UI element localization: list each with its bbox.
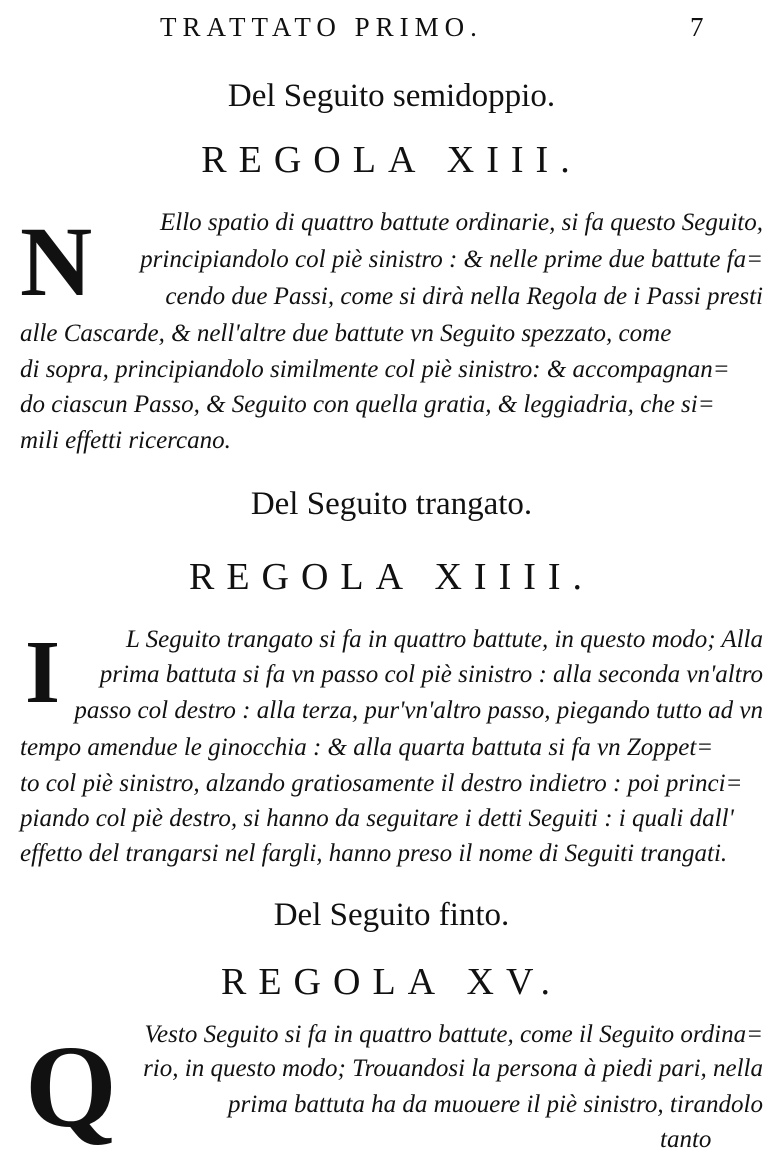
text-line: rio, in questo modo; Trouandosi la persona à piedi pari, nella [143, 1055, 763, 1082]
text-line: di sopra, principiandolo similmente col piè sinistro: & accompagnan= [20, 356, 730, 383]
text-line: prima battuta si fa vn passo col piè sinistro : alla seconda vn'altro [99, 661, 763, 688]
text-line: tempo amendue le ginocchia : & alla quarta battuta si fa vn Zoppet= [20, 734, 714, 761]
rule-heading: REGOLA XV. [221, 961, 562, 1003]
text-line: alle Cascarde, & nell'altre due battute vn Seguito spezzato, come [20, 320, 672, 347]
text-line: principiandolo col piè sinistro : & nelle prime due battute fa= [140, 246, 763, 273]
section-subtitle: Del Seguito finto. [273, 897, 510, 933]
text-line: effetto del trangarsi nel fargli, hanno preso il nome di Seguiti trangati. [20, 840, 728, 867]
page-number: 7 [690, 12, 704, 42]
section-subtitle: Del Seguito semidoppio. [227, 78, 556, 114]
text-line: L Seguito trangato si fa in quattro battute, in questo modo; Alla [125, 626, 763, 653]
drop-cap: I [25, 623, 61, 722]
text-line: cendo due Passi, come si dirà nella Regola de i Passi presti [165, 283, 763, 310]
text-line: passo col destro : alla terza, pur'vn'altro passo, piegando tutto ad vn [74, 697, 763, 724]
drop-cap: N [20, 206, 93, 317]
catchword: tanto [660, 1126, 712, 1153]
rule-heading: REGOLA XIIII. [188, 556, 595, 598]
text-line: Vesto Seguito si fa in quattro battute, come il Seguito ordina= [144, 1021, 763, 1048]
text-line: piando col piè destro, si hanno da seguitare i detti Seguiti : i quali dall' [20, 805, 734, 832]
text-line: do ciascun Passo, & Seguito con quella gratia, & leggiadria, che si= [20, 391, 715, 418]
text-line: prima battuta ha da muouere il piè sinistro, tirandolo [228, 1091, 763, 1118]
text-line: mili effetti ricercano. [20, 427, 231, 454]
text-line: to col piè sinistro, alzando gratiosamente il destro indietro : poi princi= [20, 770, 743, 797]
section-subtitle: Del Seguito trangato. [250, 486, 533, 522]
drop-cap: Q [25, 1021, 117, 1152]
rule-heading: REGOLA XIII. [201, 139, 582, 181]
running-title: TRATTATO PRIMO. [160, 12, 483, 42]
text-line: Ello spatio di quattro battute ordinarie, si fa questo Seguito, [159, 209, 763, 236]
